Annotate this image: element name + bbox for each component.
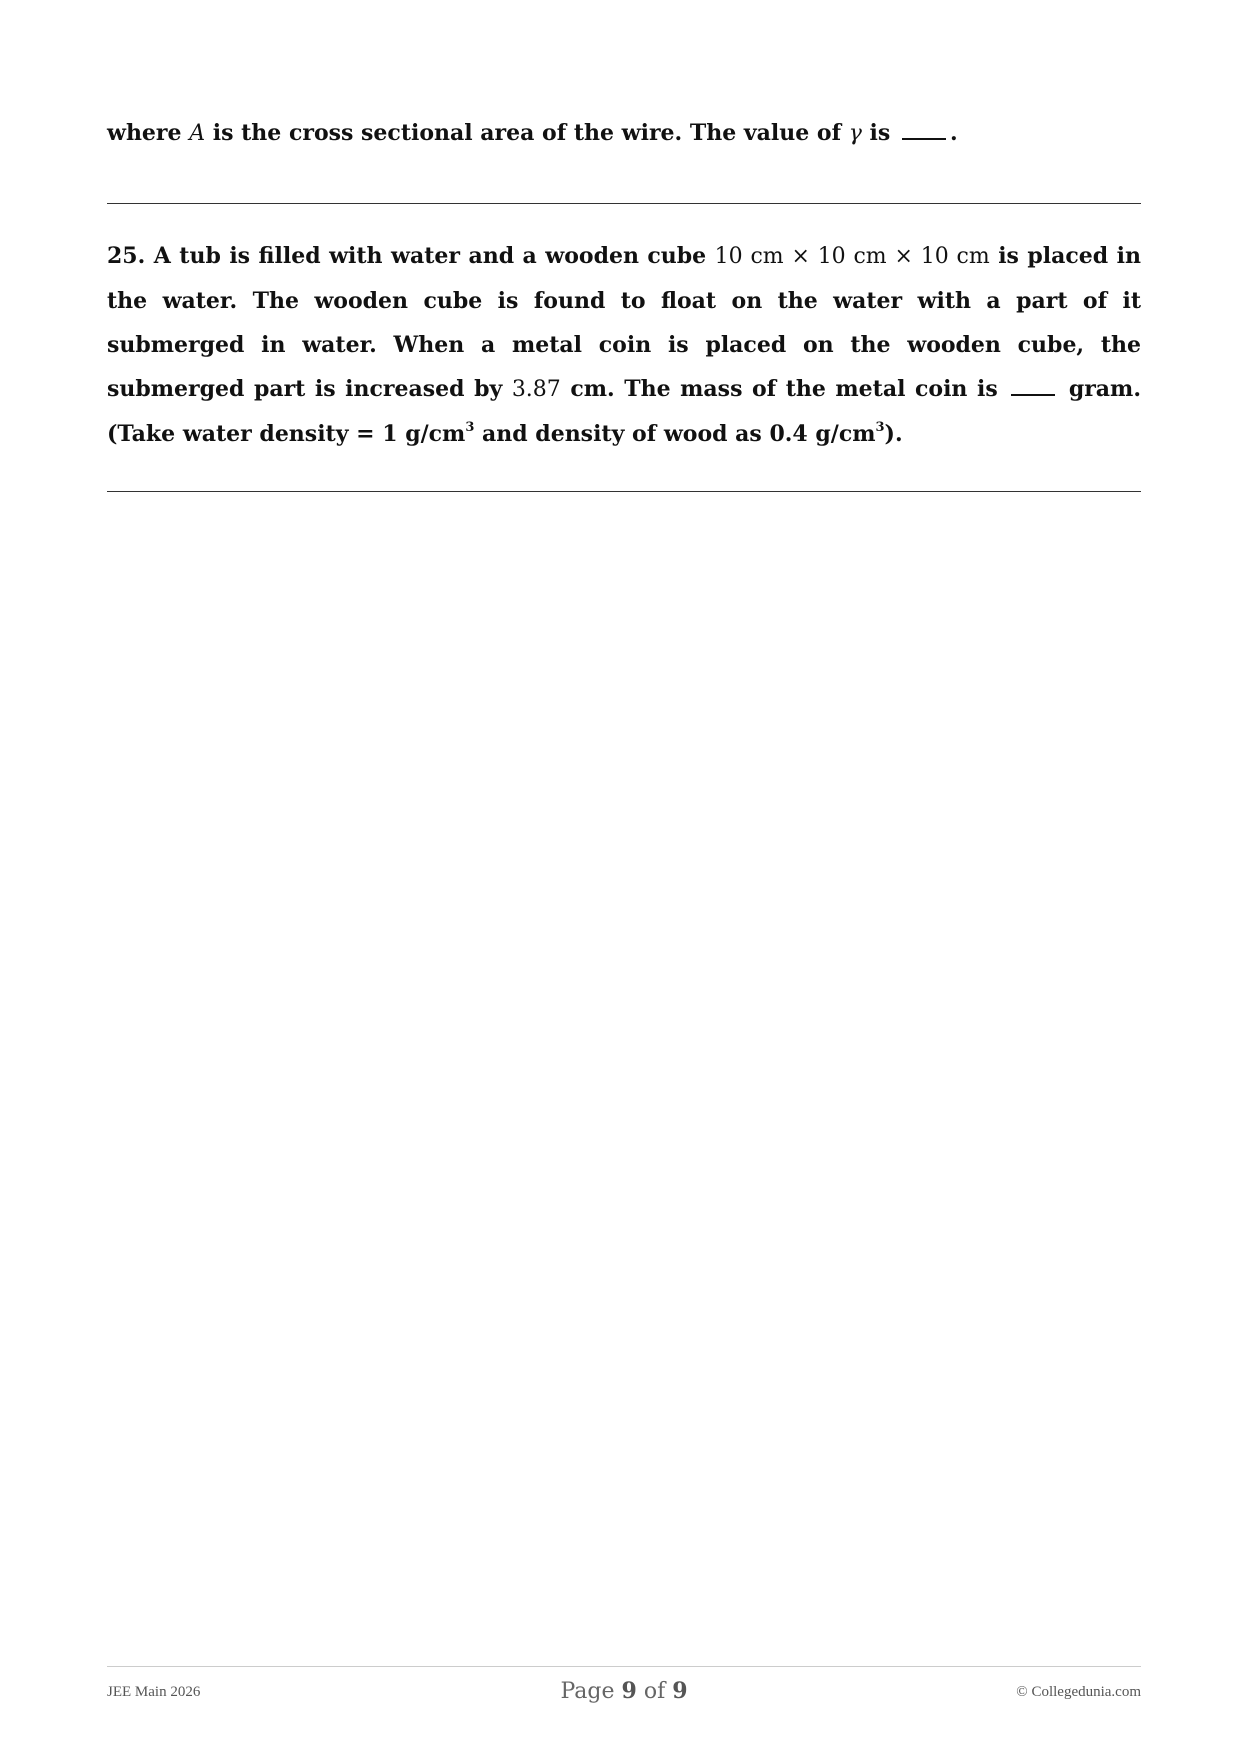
answer-blank: [902, 120, 946, 140]
page-total: 9: [672, 1678, 688, 1704]
text: where: [107, 120, 190, 146]
text: .: [949, 120, 958, 146]
increase-value: 3.87: [511, 377, 561, 402]
page-number: [107, 1678, 1141, 1704]
page-current: 9: [621, 1678, 637, 1704]
footer-divider: [107, 1666, 1141, 1667]
previous-question-tail: [107, 118, 1141, 149]
exam-name: JEE Main 2026: [107, 1684, 201, 1700]
cube-dimensions: 10 cm × 10 cm × 10 cm: [714, 244, 990, 269]
text: is: [861, 120, 898, 146]
text: ).: [884, 421, 903, 447]
exponent: 3: [875, 419, 885, 435]
page-of: of: [636, 1679, 673, 1704]
text: A tub is filled with water and a wooden cube: [153, 243, 715, 269]
wood-density: 0.4 g/cm: [769, 421, 876, 447]
text: and density of wood as: [474, 421, 770, 447]
question-number: 25.: [107, 243, 146, 269]
copyright: © Collegedunia.com: [1016, 1684, 1141, 1700]
exponent: 3: [465, 419, 475, 435]
water-density: = 1 g/cm: [356, 421, 466, 447]
answer-blank: [1011, 376, 1055, 396]
question-25: [107, 234, 1141, 456]
variable-gamma: γ: [848, 121, 862, 146]
text: is the cross sectional area of the wire. The value of: [205, 120, 849, 146]
footer: [107, 1678, 1141, 1708]
divider: [107, 491, 1141, 492]
text: cm. The mass of the metal coin is: [560, 376, 1008, 402]
divider: [107, 203, 1141, 204]
text: gram. (Take water density: [107, 376, 1141, 447]
page-prefix: Page: [560, 1679, 622, 1704]
variable-a: A: [189, 121, 206, 146]
text: is placed in the water. The wooden cube is found to float on the water with a part of it submerged in water. When a metal coin is placed on the wooden cube, the submerged part is increased by: [107, 243, 1142, 402]
